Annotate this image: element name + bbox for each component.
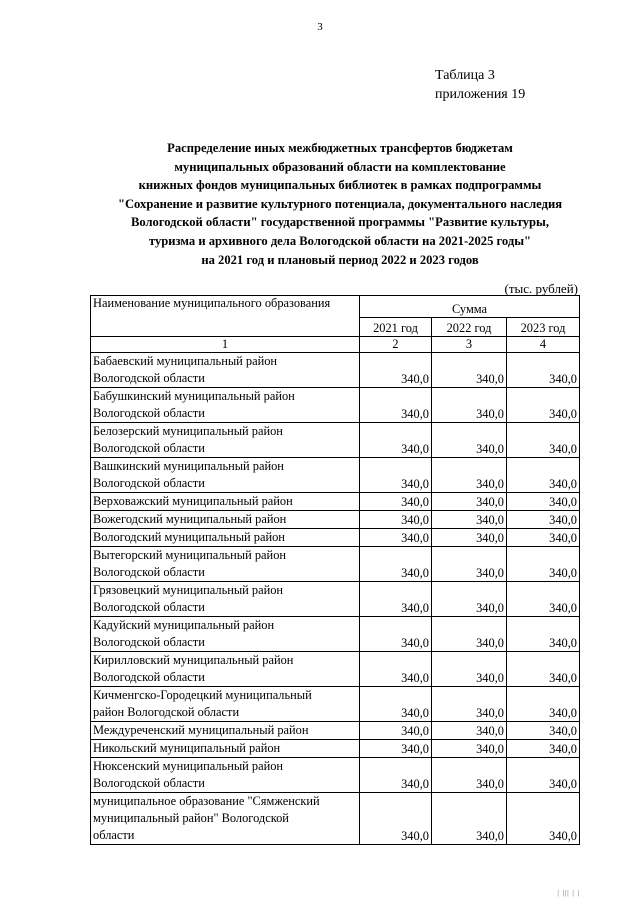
header-name: Наименование муниципального образования <box>91 296 360 337</box>
amount-2022: 340,0 <box>432 652 507 687</box>
amount-2022: 340,0 <box>432 758 507 793</box>
municipality-name <box>91 722 360 740</box>
title-line: Распределение иных межбюджетных трансфертов бюджетам <box>167 141 513 155</box>
municipality-name <box>91 511 360 529</box>
amount-2022: 340,0 <box>432 582 507 617</box>
header-year-2023: 2023 год <box>507 318 580 337</box>
amount-2023: 340,0 <box>507 388 580 423</box>
column-number: 2 <box>360 337 432 353</box>
title-line: на 2021 год и плановый период 2022 и 2023 годов <box>201 252 479 267</box>
amount-2022: 340,0 <box>432 493 507 511</box>
amount-2021: 340,0 <box>360 758 432 793</box>
amount-2023: 340,0 <box>507 353 580 388</box>
municipality-name-line: Кирилловский муниципальный район <box>93 653 294 667</box>
municipality-name-line: Вытегорский муниципальный район <box>93 548 287 562</box>
table-row <box>91 423 580 458</box>
municipality-name-line: Вологодской области <box>93 776 205 790</box>
table-row <box>91 687 580 722</box>
amount-2023: 340,0 <box>507 582 580 617</box>
table-row <box>91 652 580 687</box>
municipality-name-line: Кичменгско-Городецкий муниципальный <box>93 688 312 702</box>
amount-2023: 340,0 <box>507 423 580 458</box>
municipality-name <box>91 529 360 547</box>
amount-2021: 340,0 <box>360 458 432 493</box>
municipality-name-line: Белозерский муниципальный район <box>93 424 283 438</box>
amount-2021: 340,0 <box>360 353 432 388</box>
amount-2022: 340,0 <box>432 458 507 493</box>
municipality-name-line: Вологодской области <box>93 476 205 490</box>
amount-2021: 340,0 <box>360 547 432 582</box>
municipality-name-line: Вологодской области <box>93 670 205 684</box>
municipality-name-line: Вологодской области <box>93 565 205 579</box>
table-row <box>91 353 580 388</box>
municipality-name <box>91 758 360 793</box>
municipality-name-line: район Вологодской области <box>93 705 240 719</box>
title-line: "Сохранение и развитие культурного потенциала, документального наследия <box>117 196 563 211</box>
amount-2021: 340,0 <box>360 493 432 511</box>
table-row <box>91 511 580 529</box>
municipality-name-line: Вологодской области <box>93 441 205 455</box>
municipality-name-line: Вологодской области <box>93 406 205 420</box>
units-label: (тыс. рублей) <box>504 281 578 296</box>
appendix-label: приложения 19 <box>435 87 526 102</box>
table-row <box>91 458 580 493</box>
table-row <box>91 722 580 740</box>
municipality-name <box>91 388 360 423</box>
transfers-table <box>90 295 580 845</box>
table-row <box>91 529 580 547</box>
amount-2022: 340,0 <box>432 740 507 758</box>
amount-2023: 340,0 <box>507 652 580 687</box>
page-number: 3 <box>317 21 323 33</box>
table-row <box>91 547 580 582</box>
amount-2023: 340,0 <box>507 740 580 758</box>
amount-2021: 340,0 <box>360 582 432 617</box>
table-row <box>91 582 580 617</box>
header-year-2021: 2021 год <box>360 318 432 337</box>
table-row <box>91 493 580 511</box>
municipality-name <box>91 652 360 687</box>
title-line: Вологодской области" государственной программы "Развитие культуры, <box>130 215 550 230</box>
amount-2023: 340,0 <box>507 758 580 793</box>
municipality-name <box>91 493 360 511</box>
municipality-name-line: области <box>93 828 135 842</box>
municipality-name <box>91 617 360 652</box>
amount-2023: 340,0 <box>507 687 580 722</box>
title-line: муниципальных образований области на комплектование <box>174 159 506 174</box>
municipality-name-line: муниципальный район" Вологодской <box>93 811 289 825</box>
table-body <box>91 353 580 845</box>
table-row <box>91 758 580 793</box>
municipality-name-line: Грязовецкий муниципальный район <box>93 583 284 597</box>
table-label: Таблица 3 <box>435 68 495 83</box>
table-row <box>91 617 580 652</box>
municipality-name <box>91 793 360 845</box>
amount-2023: 340,0 <box>507 458 580 493</box>
municipality-name-line: Вологодской области <box>93 600 205 614</box>
title-line: туризма и архивного дела Вологодской области на 2021-2025 годы" <box>148 233 532 248</box>
amount-2021: 340,0 <box>360 511 432 529</box>
municipality-name-line: Бабаевский муниципальный район <box>93 354 278 368</box>
municipality-name <box>91 353 360 388</box>
municipality-name-line: Нюксенский муниципальный район <box>93 759 284 773</box>
amount-2022: 340,0 <box>432 793 507 845</box>
amount-2022: 340,0 <box>432 722 507 740</box>
amount-2023: 340,0 <box>507 493 580 511</box>
municipality-name <box>91 582 360 617</box>
amount-2023: 340,0 <box>507 511 580 529</box>
column-number: 1 <box>91 337 360 353</box>
amount-2021: 340,0 <box>360 652 432 687</box>
municipality-name-line: Вожегодский муниципальный район <box>93 512 287 526</box>
amount-2021: 340,0 <box>360 423 432 458</box>
column-number: 3 <box>432 337 507 353</box>
document-title <box>90 139 590 269</box>
column-number: 4 <box>507 337 580 353</box>
municipality-name <box>91 687 360 722</box>
municipality-name-line: Кадуйский муниципальный район <box>93 618 275 632</box>
header-sum: Сумма <box>360 296 580 318</box>
municipality-name-line: Вологодской области <box>93 635 205 649</box>
municipality-name-line: Вологодской области <box>93 371 205 385</box>
title-line: книжных фондов муниципальных библиотек в рамках подпрограммы <box>138 178 542 193</box>
municipality-name-line: Бабушкинский муниципальный район <box>93 389 295 403</box>
table-row <box>91 793 580 845</box>
municipality-name <box>91 547 360 582</box>
municipality-name <box>91 423 360 458</box>
amount-2021: 340,0 <box>360 793 432 845</box>
amount-2021: 340,0 <box>360 687 432 722</box>
header-year-2022: 2022 год <box>432 318 507 337</box>
amount-2022: 340,0 <box>432 353 507 388</box>
amount-2023: 340,0 <box>507 547 580 582</box>
amount-2022: 340,0 <box>432 687 507 722</box>
amount-2022: 340,0 <box>432 529 507 547</box>
amount-2022: 340,0 <box>432 617 507 652</box>
municipality-name <box>91 740 360 758</box>
municipality-name-line: Вологодский муниципальный район <box>93 530 285 544</box>
municipality-name-line: Междуреченский муниципальный район <box>93 723 309 737</box>
amount-2022: 340,0 <box>432 547 507 582</box>
amount-2021: 340,0 <box>360 529 432 547</box>
table-row <box>91 740 580 758</box>
amount-2021: 340,0 <box>360 617 432 652</box>
amount-2021: 340,0 <box>360 722 432 740</box>
municipality-name <box>91 458 360 493</box>
amount-2022: 340,0 <box>432 388 507 423</box>
table-row <box>91 388 580 423</box>
amount-2021: 340,0 <box>360 388 432 423</box>
amount-2021: 340,0 <box>360 740 432 758</box>
amount-2023: 340,0 <box>507 529 580 547</box>
amount-2023: 340,0 <box>507 722 580 740</box>
footer-mark: | ||| | | <box>557 889 580 897</box>
municipality-name-line: муниципальное образование "Сямженский <box>93 794 320 808</box>
municipality-name-line: Никольский муниципальный район <box>93 741 281 755</box>
amount-2022: 340,0 <box>432 511 507 529</box>
municipality-name-line: Вашкинский муниципальный район <box>93 459 284 473</box>
appendix-reference <box>435 66 525 104</box>
amount-2023: 340,0 <box>507 617 580 652</box>
amount-2023: 340,0 <box>507 793 580 845</box>
municipality-name-line: Верховажский муниципальный район <box>93 494 293 508</box>
amount-2022: 340,0 <box>432 423 507 458</box>
